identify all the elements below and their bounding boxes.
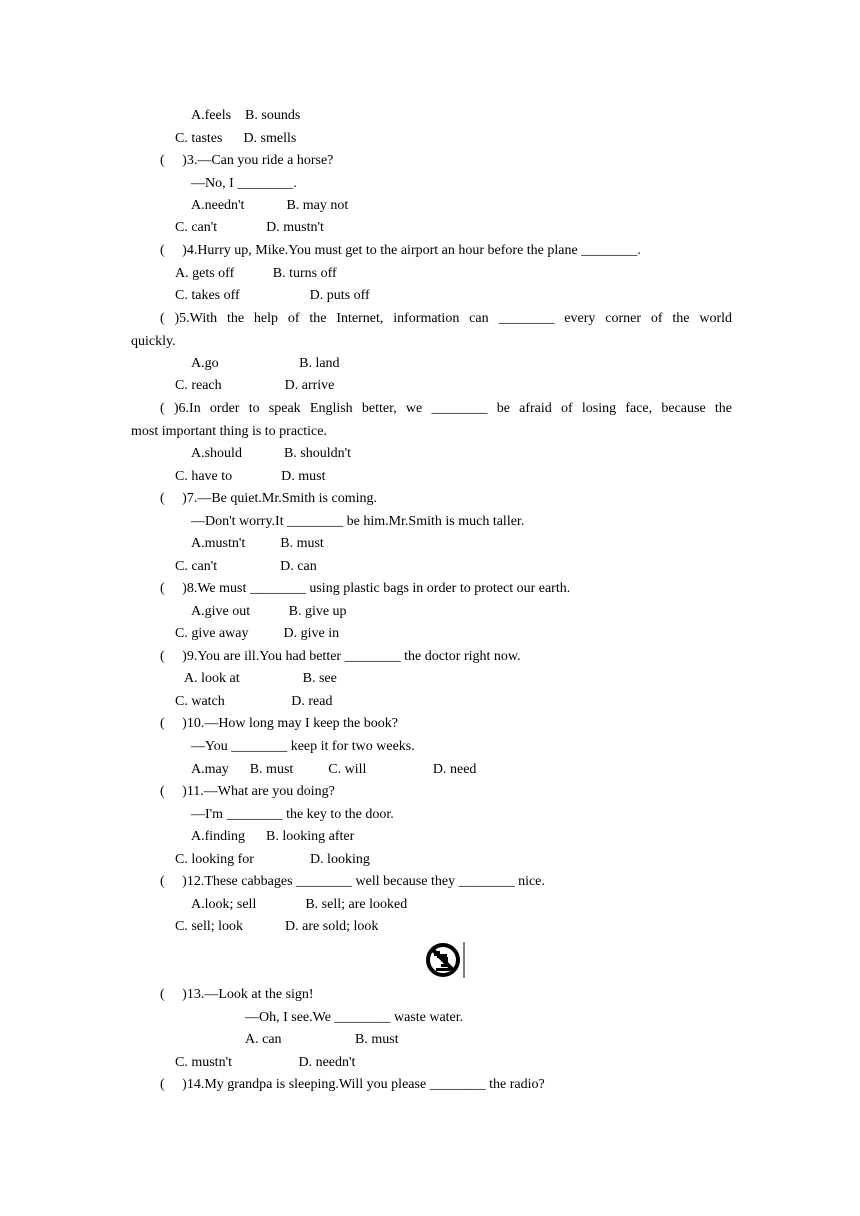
line-q8-stem: ( )8.We must ________ using plastic bags in order to protect our earth. — [160, 581, 571, 596]
line-q6-stem: ( )6.In order to speak English better, we ________ be afraid of losing face, because the — [160, 401, 732, 416]
line-q7-options-cd: C. can't D. can — [175, 559, 317, 574]
line-q3-stem: ( )3.—Can you ride a horse? — [160, 153, 334, 168]
line-q10-stem: ( )10.—How long may I keep the book? — [160, 716, 398, 731]
line-q6-options-ab: A.should B. shouldn't — [191, 446, 352, 461]
line-q10-reply: —You ________ keep it for two weeks. — [191, 739, 415, 754]
line-q5-options-cd: C. reach D. arrive — [175, 378, 335, 393]
line-q12-options-ab: A.look; sell B. sell; are looked — [191, 897, 408, 912]
line-q2-options-ab: A.feels B. sounds — [191, 108, 301, 123]
line-q7-stem: ( )7.—Be quiet.Mr.Smith is coming. — [160, 491, 377, 506]
no-wasting-water-icon — [424, 940, 466, 980]
line-q11-reply: —I'm ________ the key to the door. — [191, 807, 394, 822]
line-q9-options-cd: C. watch D. read — [175, 694, 333, 709]
line-q11-options-ab: A.finding B. looking after — [191, 829, 355, 844]
line-q4-options-cd: C. takes off D. puts off — [175, 288, 370, 303]
line-q11-stem: ( )11.—What are you doing? — [160, 784, 335, 799]
line-q3-reply: —No, I ________. — [191, 176, 297, 191]
line-q13-options-cd: C. mustn't D. needn't — [175, 1055, 356, 1070]
line-q14-stem: ( )14.My grandpa is sleeping.Will you please ________ the radio? — [160, 1077, 545, 1092]
line-q7-options-ab: A.mustn't B. must — [191, 536, 324, 551]
line-q4-options-ab: A. gets off B. turns off — [175, 266, 337, 281]
line-q5-stem-cont: quickly. — [131, 334, 176, 349]
line-q5-options-ab: A.go B. land — [191, 356, 340, 371]
line-q13-options-ab: A. can B. must — [245, 1032, 399, 1047]
line-q7-reply: —Don't worry.It ________ be him.Mr.Smith is much taller. — [191, 514, 525, 529]
line-q8-options-cd: C. give away D. give in — [175, 626, 340, 641]
line-q13-stem: ( )13.—Look at the sign! — [160, 987, 314, 1002]
line-q6-stem-cont: most important thing is to practice. — [131, 424, 327, 439]
line-q10-options: A.may B. must C. will D. need — [191, 762, 477, 777]
line-q8-options-ab: A.give out B. give up — [191, 604, 347, 619]
line-q2-options-cd: C. tastes D. smells — [175, 131, 297, 146]
line-q9-options-ab: A. look at B. see — [184, 671, 337, 686]
line-q9-stem: ( )9.You are ill.You had better ________ the doctor right now. — [160, 649, 521, 664]
line-q11-options-cd: C. looking for D. looking — [175, 852, 370, 867]
line-q4-stem: ( )4.Hurry up, Mike.You must get to the airport an hour before the plane ________. — [160, 243, 641, 258]
line-q13-reply: —Oh, I see.We ________ waste water. — [245, 1010, 464, 1025]
line-q12-options-cd: C. sell; look D. are sold; look — [175, 919, 379, 934]
line-q3-options-cd: C. can't D. mustn't — [175, 220, 324, 235]
line-q3-options-ab: A.needn't B. may not — [191, 198, 349, 213]
line-q12-stem: ( )12.These cabbages ________ well because they ________ nice. — [160, 874, 545, 889]
line-q6-options-cd: C. have to D. must — [175, 469, 326, 484]
line-q5-stem: ( )5.With the help of the Internet, information can ________ every corner of the world — [160, 311, 732, 326]
